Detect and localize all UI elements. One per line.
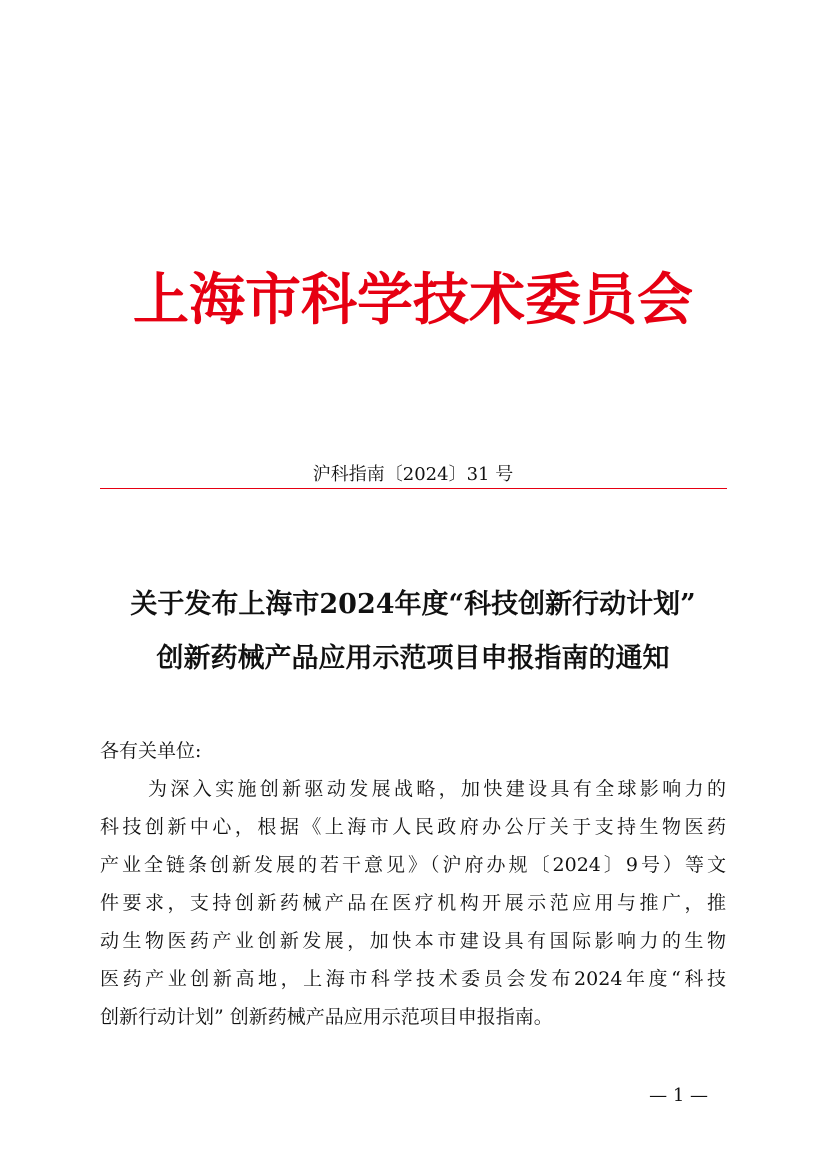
salutation: 各有关单位: bbox=[100, 740, 202, 762]
body-text-line: 医药产业创新高地，上海市科学技术委员会发布2024年度“科技 bbox=[100, 968, 726, 990]
red-separator-rule bbox=[100, 488, 727, 489]
body-text-line: 产业全链条创新发展的若干意见》（沪府办规〔2024〕9号）等文 bbox=[100, 854, 726, 876]
document-title-line-2: 创新药械产品应用示范项目申报指南的通知 bbox=[156, 643, 670, 674]
body-text-line: 为深入实施创新驱动发展战略，加快建设具有全球影响力的 bbox=[148, 778, 726, 800]
page-number: — 1 — bbox=[649, 1085, 708, 1106]
document-title bbox=[60, 578, 766, 686]
issuer-masthead: 上海市科学技术委员会 bbox=[133, 267, 693, 333]
document-number: 沪科指南〔2024〕31 号 bbox=[312, 464, 514, 485]
body-text-line: 件要求，支持创新药械产品在医疗机构开展示范应用与推广，推 bbox=[100, 892, 726, 914]
body-text-line: 动生物医药产业创新发展，加快本市建设具有国际影响力的生物 bbox=[100, 930, 726, 952]
body-text-line: 科技创新中心，根据《上海市人民政府办公厅关于支持生物医药 bbox=[100, 816, 726, 838]
document-title-line-1: 关于发布上海市2024年度“科技创新行动计划” bbox=[130, 589, 696, 620]
body-text-line: 创新行动计划” 创新药械产品应用示范项目申报指南。 bbox=[100, 1006, 553, 1028]
